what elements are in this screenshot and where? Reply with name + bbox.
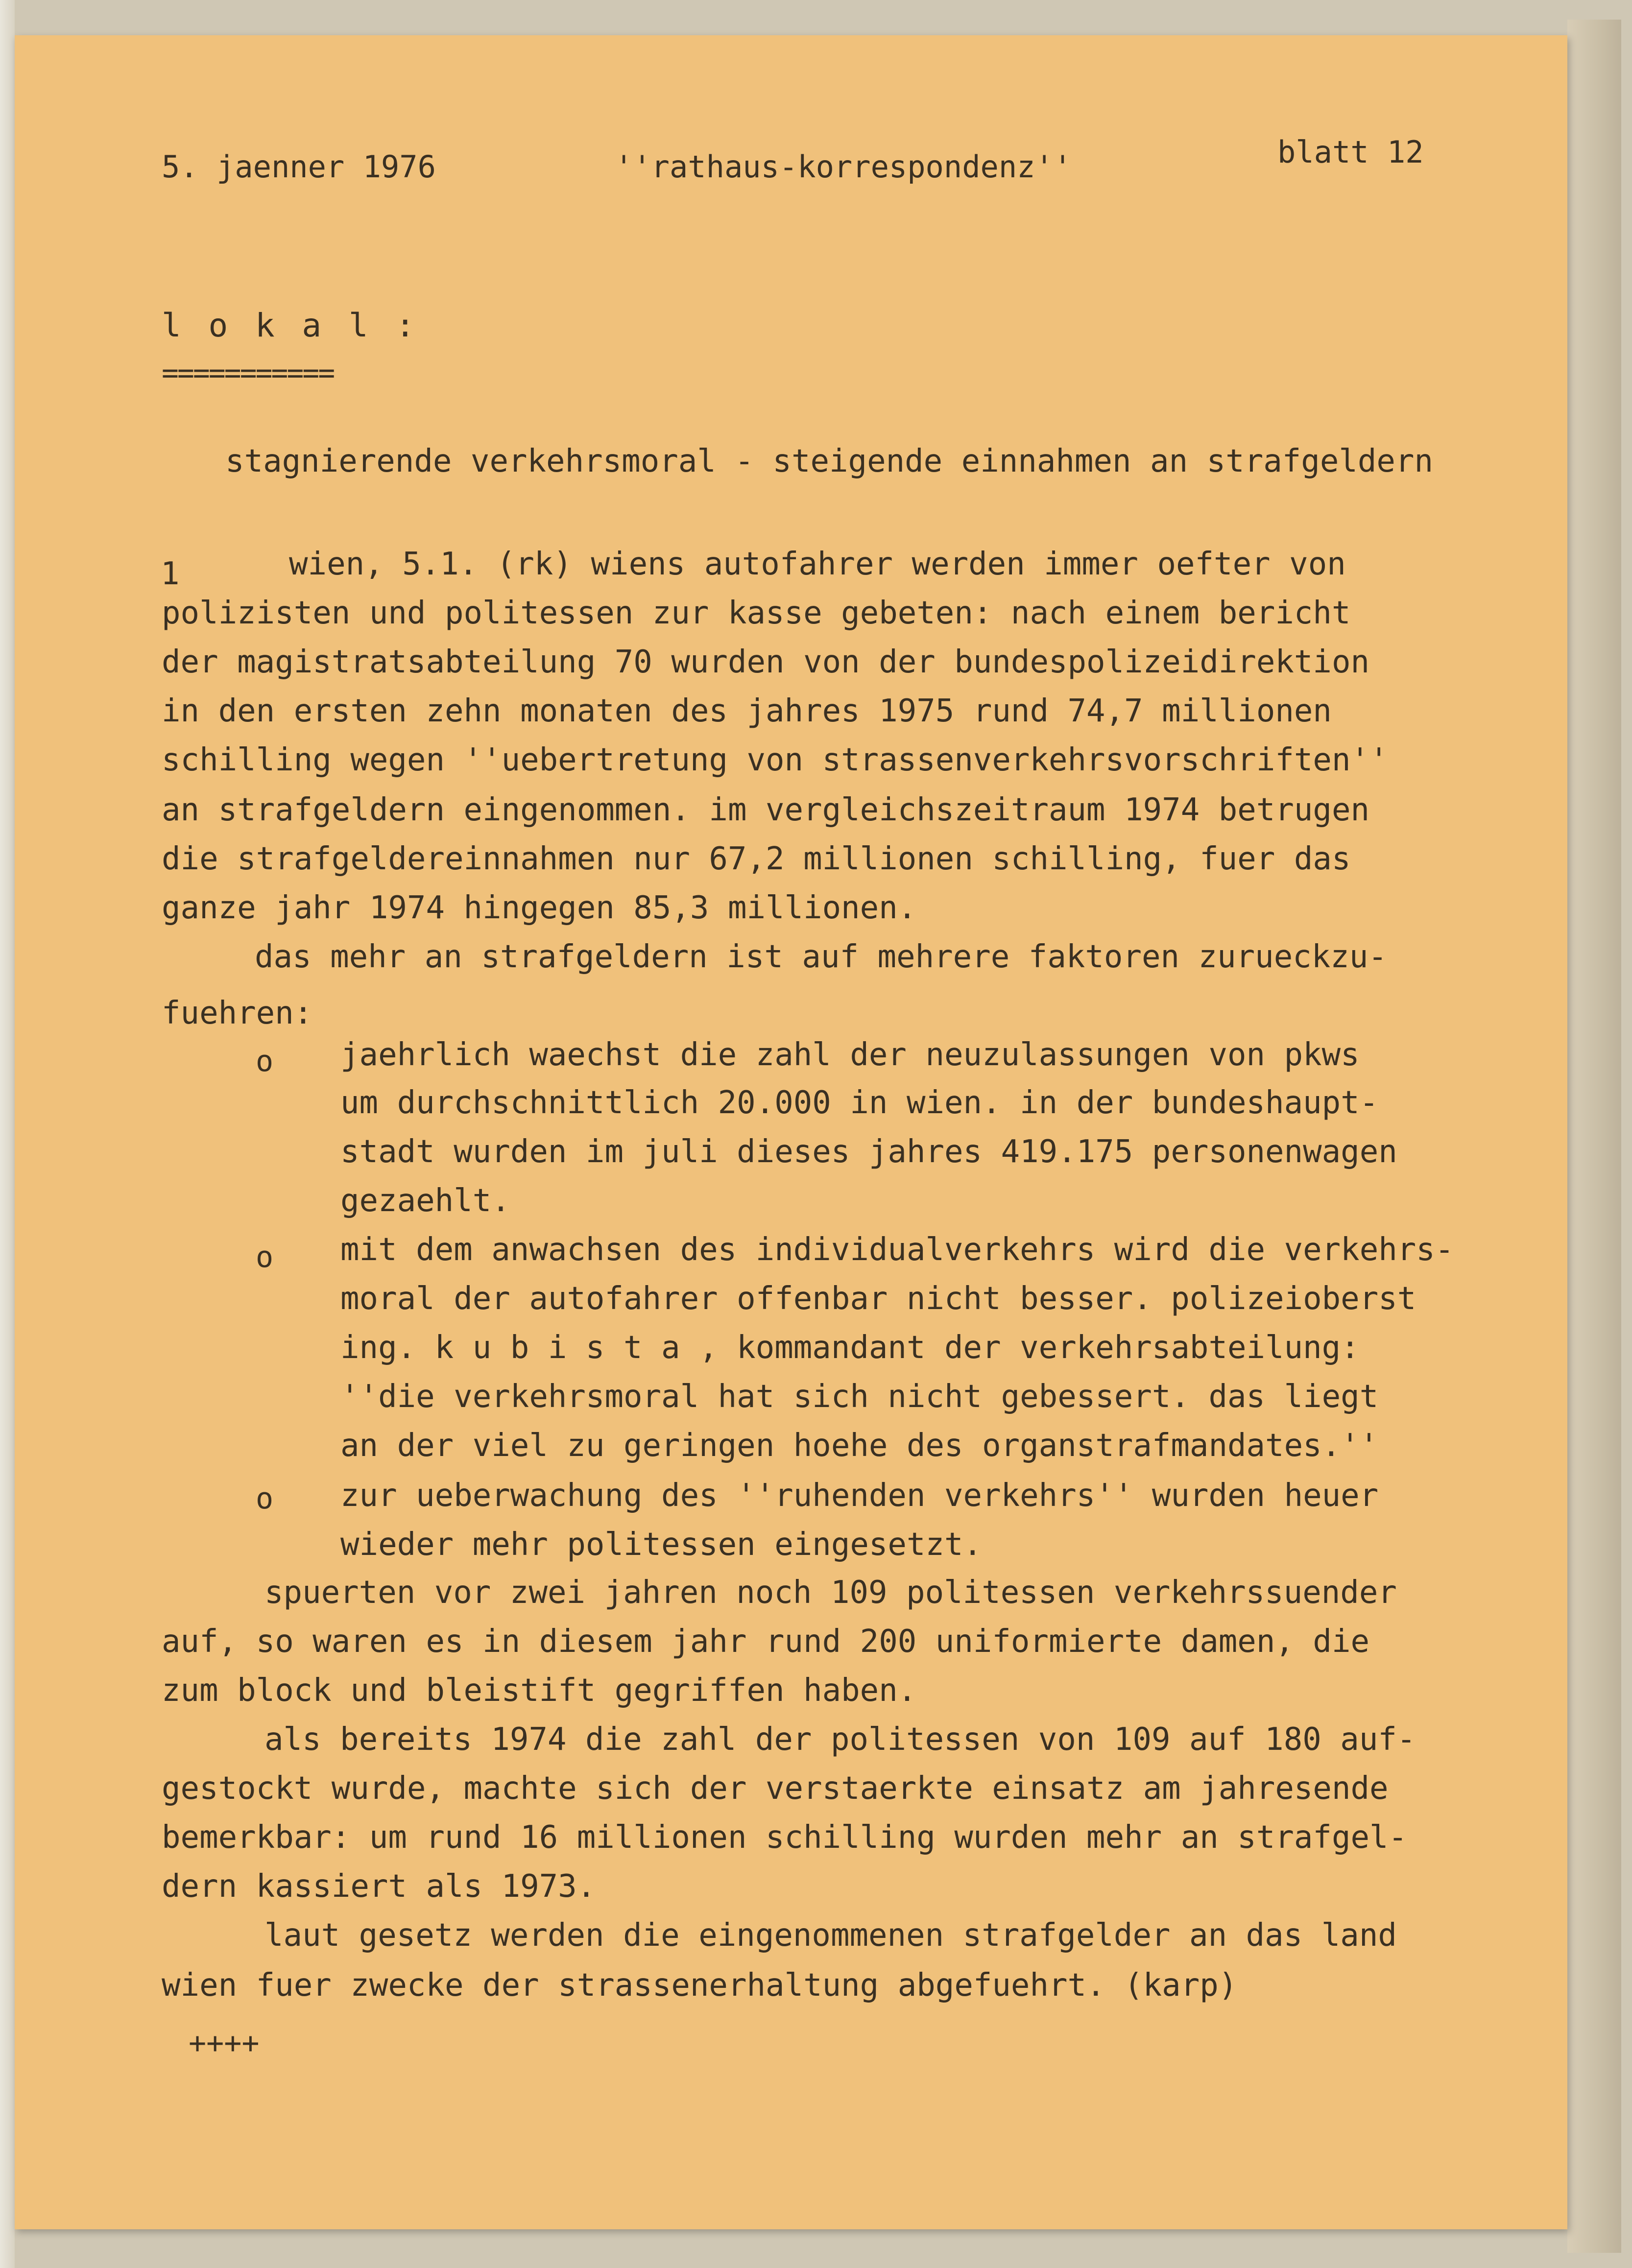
header-page-number: blatt 12 — [1277, 134, 1424, 170]
article-line: ganze jahr 1974 hingegen 85,3 millionen. — [162, 890, 917, 926]
header-date: 5. jaenner 1976 — [162, 149, 436, 185]
article-line: jaehrlich waechst die zahl der neuzulassungen von pkws — [340, 1037, 1360, 1073]
article-line: gezaehlt. — [340, 1183, 510, 1219]
article-line: moral der autofahrer offenbar nicht besser. polizeioberst — [340, 1281, 1416, 1317]
article-line: bemerkbar: um rund 16 millionen schilling wurden mehr an strafgel- — [162, 1819, 1408, 1856]
end-mark: ++++ — [189, 2026, 260, 2060]
article-line: das mehr an strafgeldern ist auf mehrere faktoren zurueckzu- — [255, 939, 1387, 975]
document-page — [15, 35, 1567, 2229]
article-line: zum block und bleistift gegriffen haben. — [162, 1672, 917, 1709]
article-line: mit dem anwachsen des individualverkehrs wird die verkehrs- — [340, 1232, 1454, 1268]
article-line: spuerten vor zwei jahren noch 109 politessen verkehrssuender — [264, 1575, 1397, 1611]
article-line: laut gesetz werden die eingenommenen strafgelder an das land — [264, 1917, 1397, 1954]
article-line: schilling wegen ''uebertretung von strassenverkehrsvorschriften'' — [162, 742, 1389, 778]
article-line: auf, so waren es in diesem jahr rund 200 uniformierte damen, die — [162, 1623, 1369, 1660]
article-line: der magistratsabteilung 70 wurden von der bundespolizeidirektion — [162, 644, 1369, 680]
article-line: polizisten und politessen zur kasse gebeten: nach einem bericht — [162, 595, 1351, 631]
article-line: als bereits 1974 die zahl der politessen von 109 auf 180 auf- — [264, 1721, 1416, 1758]
article-number: 1 — [161, 556, 180, 592]
article-line: wien fuer zwecke der strassenerhaltung abgefuehrt. (karp) — [162, 1967, 1238, 2004]
article-line: um durchschnittlich 20.000 in wien. in der bundeshaupt- — [340, 1085, 1379, 1121]
article-line: gestockt wurde, machte sich der verstaerkte einsatz am jahresende — [162, 1770, 1389, 1807]
article-line: dern kassiert als 1973. — [162, 1868, 596, 1905]
section-title: l o k a l : — [162, 307, 419, 344]
bullet-marker: o — [256, 1481, 274, 1516]
article-line: wien, 5.1. (rk) wiens autofahrer werden immer oefter von — [289, 546, 1346, 582]
article-line: an der viel zu geringen hoehe des organstrafmandates.'' — [340, 1428, 1379, 1464]
bullet-marker: o — [256, 1044, 274, 1078]
scan-binding-edge — [0, 0, 15, 2268]
article-line: stadt wurden im juli dieses jahres 419.175 personenwagen — [340, 1134, 1397, 1170]
article-line: die strafgeldereinnahmen nur 67,2 millionen schilling, fuer das — [162, 841, 1351, 877]
article-line: zur ueberwachung des ''ruhenden verkehrs'' wurden heuer — [340, 1478, 1379, 1514]
header-publication: ''rathaus-korrespondenz'' — [615, 149, 1072, 185]
section-underline: =========== — [162, 356, 334, 389]
bullet-marker: o — [256, 1240, 274, 1274]
scan-page-edge — [1567, 20, 1621, 2253]
article-headline: stagnierende verkehrsmoral - steigende einnahmen an strafgeldern — [225, 443, 1433, 479]
article-line: ''die verkehrsmoral hat sich nicht gebessert. das liegt — [340, 1379, 1379, 1415]
article-line: ing. k u b i s t a , kommandant der verkehrsabteilung: — [340, 1330, 1360, 1366]
article-line: wieder mehr politessen eingesetzt. — [340, 1527, 983, 1563]
article-line: an strafgeldern eingenommen. im vergleichszeitraum 1974 betrugen — [162, 792, 1369, 828]
article-line: in den ersten zehn monaten des jahres 1975 rund 74,7 millionen — [162, 693, 1332, 729]
article-line: fuehren: — [162, 995, 313, 1031]
